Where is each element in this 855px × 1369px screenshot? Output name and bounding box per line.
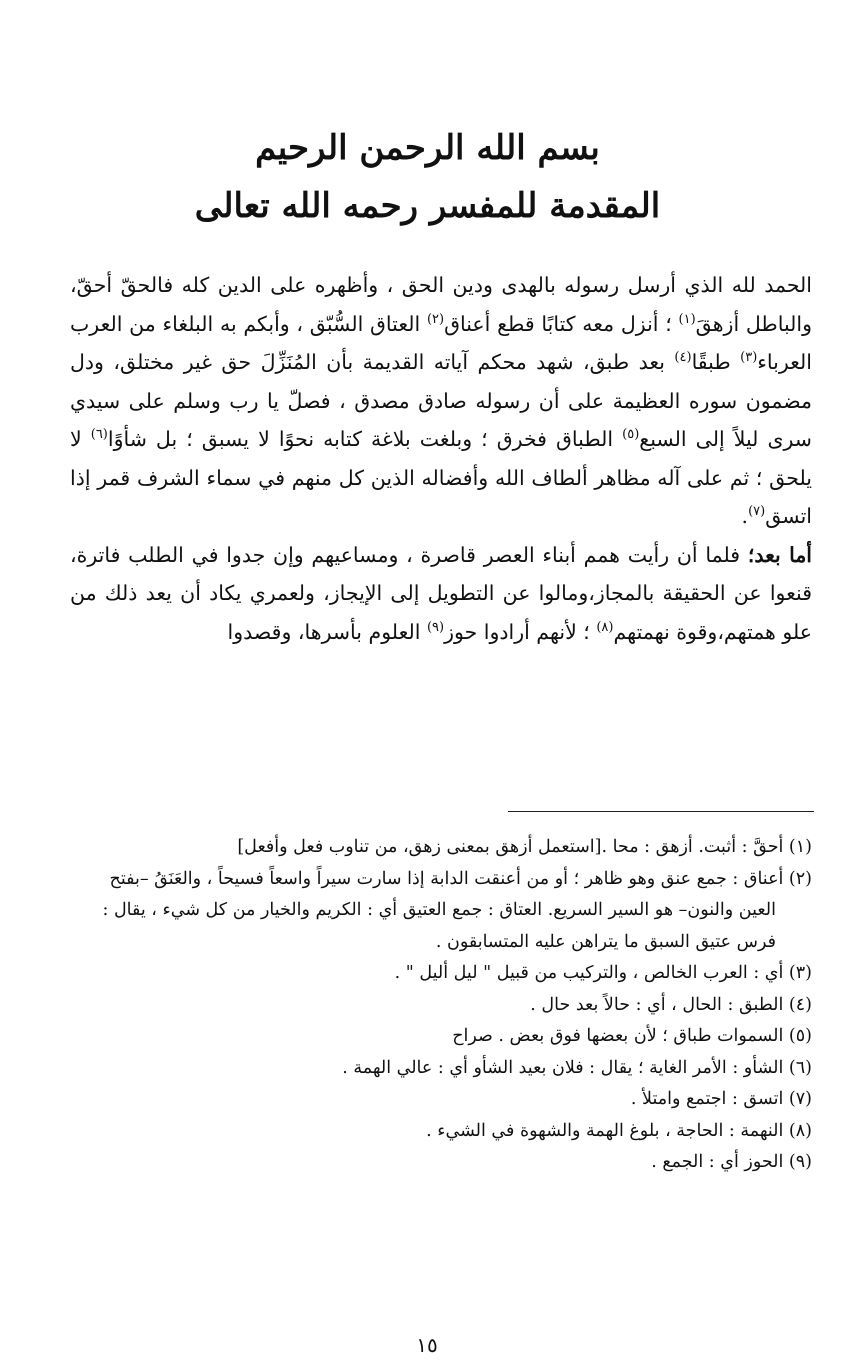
page-number: ١٥ [416, 1333, 438, 1357]
footnote-4: (٤) الطبق : الحال ، أي : حالاً بعد حال . [530, 994, 812, 1015]
text-run: بعد طبق، شهد محكم آياته القديمة بأن المُنَزِّلَ حق غير مختلق، ودل مضمون سوره العظيمة على أن رسوله صادق مصدق ، فصلّ يا رب وسلم على سيدي سرى ليلاً إلى السبع [70, 350, 812, 451]
text-run: العتاق السُّبّق ، وأبكم به البلغاء من العرب العرباء [70, 311, 812, 374]
footnote-mark-1: (١) [678, 311, 696, 327]
paragraph-2 [70, 536, 812, 652]
footnote-2: (٢) أعناق : جمع عنق وهو ظاهر ؛ أو من أعنقت الدابة إذا سارت سيراً واسعاً فسيحاً ، والعَنَقُ –بفتح العين والنون– هو السير السريع. العتاق : جمع العتيق أي : الكريم والخيار من كل شيء ، يقال : فرس عتيق السبق ما يتراهن عليه المتسابقون . [102, 868, 812, 952]
text-run: فلما أن رأيت همم أبناء العصر قاصرة ، ومساعيهم وإن جدوا في الطلب فاترة، قنعوا عن الحقيقة بالمجاز،ومالوا عن التطويل إلى الإيجاز، ولعمري يكاد أن يعد ذلك من علو همتهم،وقوة نهمتهم [70, 542, 812, 644]
amma-baad-lead: أما بعد؛ [747, 542, 812, 567]
footnote-mark-2: (٢) [426, 311, 445, 327]
footnote-1: (١) أحقَّ : أثبت. أزهق : محا .[استعمل أزهق بمعنى زهق، من تناوب فعل وأفعل] [237, 837, 812, 857]
main-text [70, 266, 812, 651]
paragraph-1 [70, 266, 812, 536]
footnote-8: (٨) النهمة : الحاجة ، بلوغ الهمة والشهوة في الشيء . [426, 1120, 812, 1141]
footnote-3: (٣) أي : العرب الخالص ، والتركيب من قبيل " ليل أليل " . [394, 963, 812, 983]
footnote-mark-3: (٣) [740, 350, 758, 366]
text-run: الطباق فخرق ؛ وبلغت بلاغة كتابه نحوًا لا يسبق ؛ بل شأوًا [107, 427, 623, 451]
footnote-6: (٦) الشأو : الأمر الغاية ؛ يقال : فلان بعيد الشأو أي : عالي الهمة . [342, 1057, 812, 1078]
text-run: العلوم بأسرها، وقصدوا [227, 619, 427, 644]
footnote-mark-7: (٧) [748, 504, 766, 520]
text-run: طبقًا [691, 350, 741, 374]
footnote-mark-8: (٨) [596, 619, 614, 635]
footnote-mark-5: (٥) [622, 427, 640, 443]
footnote-mark-9: (٩) [426, 619, 445, 635]
footnote-9: (٩) الحوز أي : الجمع . [651, 1152, 812, 1172]
footnote-mark-4: (٤) [674, 350, 692, 366]
footnote-7: (٧) اتسق : اجتمع وامتلأ . [630, 1089, 812, 1109]
introduction-title: المقدمة للمفسر رحمه الله تعالى [194, 186, 661, 226]
text-run: لا يلحق ؛ ثم على آله مظاهر ألطاف الله وأفضاله الذين كل منهم في سماء الشرف قمر إذا اتسق [70, 427, 812, 528]
basmala-heading: بسم الله الرحمن الرحيم [255, 128, 600, 168]
footnotes [70, 832, 812, 1179]
text-run: الحمد لله الذي أرسل رسوله بالهدى ودين الحق ، وأظهره على الدين كله فالحقّ أحقّ، والباطل أزهقَ [70, 273, 813, 336]
footnote-5: (٥) السموات طباق ؛ لأن بعضها فوق بعض . صراح [452, 1026, 812, 1046]
text-run: ؛ أنزل معه كتابًا قطع أعناق [444, 311, 679, 336]
footnote-divider [508, 811, 814, 812]
footnote-mark-6: (٦) [90, 427, 108, 443]
text-run: . [741, 504, 749, 528]
text-run: ؛ لأنهم أرادوا حوز [444, 619, 597, 644]
